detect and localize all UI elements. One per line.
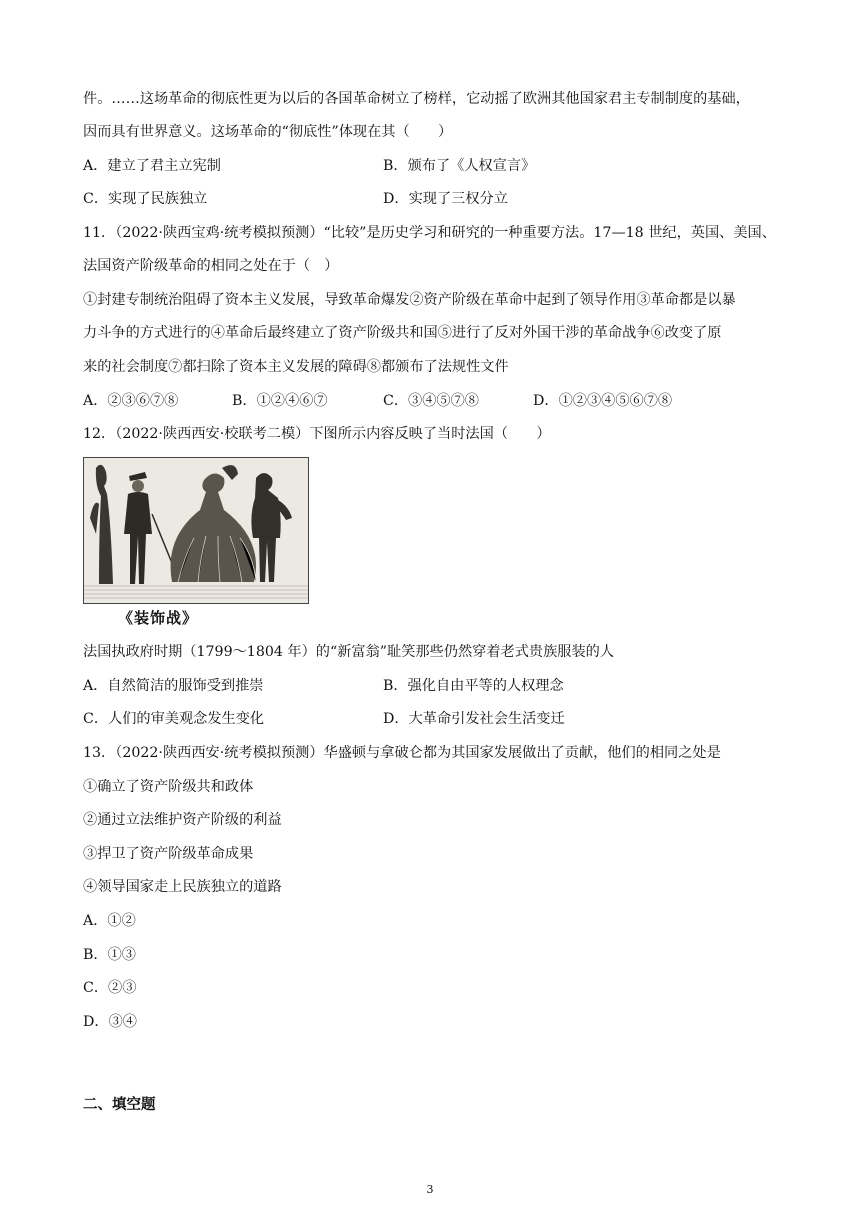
q10-option-d: D．实现了三权分立: [383, 191, 508, 207]
q10-stem-line-1: 件。……这场革命的彻底性更为以后的各国革命树立了榜样，它动摇了欧洲其他国家君主专制制度的基础，: [83, 91, 750, 107]
q10-option-c: C．实现了民族独立: [83, 191, 208, 207]
q13-option-c: C．②③: [83, 980, 137, 996]
q11-items-line-2: 力斗争的方式进行的④革命后最终建立了资产阶级共和国⑤进行了反对外国干涉的革命战争⑥改变了原: [83, 325, 722, 341]
q13-item-3: ③捍卫了资产阶级革命成果: [83, 846, 254, 862]
q12-stem: 12．（2022·陕西西安·校联考二模）下图所示内容反映了当时法国（ ）: [83, 426, 551, 442]
q11-items-line-3: 来的社会制度⑦都扫除了资本主义发展的障碍⑧都颁布了法规性文件: [83, 359, 509, 375]
q11-option-d: D．①②③④⑤⑥⑦⑧: [533, 393, 673, 409]
q13-option-a: A．①②: [83, 913, 136, 929]
q13-item-4: ④领导国家走上民族独立的道路: [83, 879, 282, 895]
q12-engraving-image: [83, 457, 309, 604]
q12-image-note: 法国执政府时期（1799～1804 年）的“新富翁”耻笑那些仍然穿着老式贵族服装的人: [83, 644, 615, 660]
q13-stem: 13．（2022·陕西西安·统考模拟预测）华盛顿与拿破仑都为其国家发展做出了贡献，他们的相同之处是: [83, 745, 721, 761]
q11-option-a: A．②③⑥⑦⑧: [83, 393, 179, 409]
q11-items-line-1: ①封建专制统治阻碍了资本主义发展，导致革命爆发②资产阶级在革命中起到了领导作用③革命都是以暴: [83, 292, 736, 308]
q11-stem-line-1: 11．（2022·陕西宝鸡·统考模拟预测）“比较”是历史学习和研究的一种重要方法。17—18 世纪，英国、美国、: [83, 225, 776, 241]
q12-option-c: C．人们的审美观念发生变化: [83, 711, 265, 727]
q12-image-caption: 《装饰战》: [118, 609, 199, 627]
q12-option-a: A．自然简洁的服饰受到推崇: [83, 678, 264, 694]
q11-option-b: B．①②④⑥⑦: [232, 393, 328, 409]
q10-stem-line-2: 因而具有世界意义。这场革命的“彻底性”体现在其（ ）: [83, 124, 453, 140]
q11-stem-line-2: 法国资产阶级革命的相同之处在于（ ）: [83, 258, 339, 274]
q12-option-d: D．大革命引发社会生活变迁: [383, 711, 565, 727]
q13-option-d: D．③④: [83, 1014, 137, 1030]
q12-option-b: B．强化自由平等的人权理念: [383, 678, 564, 694]
q10-option-a: A．建立了君主立宪制: [83, 158, 221, 174]
page-number: 3: [426, 1183, 434, 1196]
q13-option-b: B．①③: [83, 947, 136, 963]
q13-item-2: ②通过立法维护资产阶级的利益: [83, 812, 282, 828]
q13-item-1: ①确立了资产阶级共和政体: [83, 779, 254, 795]
q10-option-b: B．颁布了《人权宣言》: [383, 158, 536, 174]
section-title: 二、填空题: [83, 1097, 156, 1113]
q11-option-c: C．③④⑤⑦⑧: [383, 393, 479, 409]
engraving-illustration: [84, 458, 308, 603]
